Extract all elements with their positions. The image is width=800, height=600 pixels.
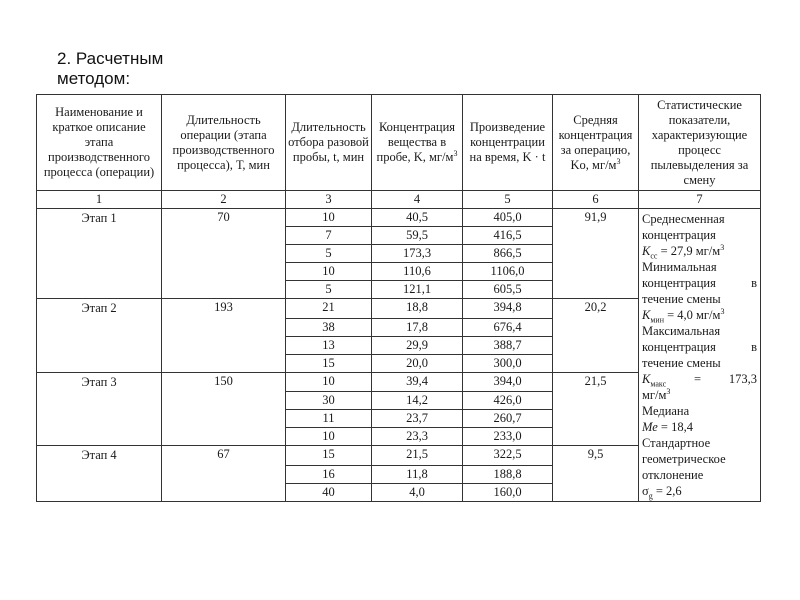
sample-time: 10 — [286, 209, 372, 227]
concentration: 11,8 — [372, 466, 463, 484]
sample-time: 13 — [286, 336, 372, 354]
header-avg-concentration: Средняя концентрация за операцию, Ko, $мг/м^3$ — [553, 95, 639, 191]
header-duration: Длительность операции (этапа производственного процесса), Т, мин — [162, 95, 286, 191]
column-number-row — [37, 191, 761, 209]
concentration: 121,1 — [372, 281, 463, 299]
stage-name: Этап 2 — [37, 299, 162, 373]
header-concentration: Концентрация вещества в пробе, K, $мг/м^3$ — [372, 95, 463, 191]
sample-time: 5 — [286, 281, 372, 299]
product: 394,0 — [463, 372, 553, 392]
sample-time: 15 — [286, 354, 372, 372]
stat-max-unit: $мг/м^3$ — [642, 386, 671, 402]
concentration-table — [36, 94, 761, 502]
header-stage-name: Наименование и краткое описание этапа производственного процесса (операции) — [37, 95, 162, 191]
stage-avg-concentration: 21,5 — [553, 372, 639, 446]
column-number: 3 — [286, 191, 372, 209]
concentration: 39,4 — [372, 372, 463, 392]
concentration: 59,5 — [372, 227, 463, 245]
sample-time: 5 — [286, 245, 372, 263]
concentration: 18,8 — [372, 299, 463, 319]
stat-median-value: Ме = 18,4 — [642, 420, 693, 434]
product: 605,5 — [463, 281, 553, 299]
concentration: 23,7 — [372, 410, 463, 428]
product: 260,7 — [463, 410, 553, 428]
stat-mean-label: Среднесменная концентрация — [642, 212, 725, 242]
stage-avg-concentration: 9,5 — [553, 446, 639, 502]
stage-duration: 150 — [162, 372, 286, 446]
column-number: 5 — [463, 191, 553, 209]
slide-title — [57, 49, 257, 89]
sample-time: 21 — [286, 299, 372, 319]
sample-time: 10 — [286, 372, 372, 392]
sample-time: 7 — [286, 227, 372, 245]
table-row — [37, 209, 761, 227]
stat-max-value: $K_{макс}$ = 173,3 — [642, 372, 757, 389]
stage-name: Этап 1 — [37, 209, 162, 299]
product: 394,8 — [463, 299, 553, 319]
stat-sd-label: Стандартное геометрическое отклонение — [642, 436, 726, 482]
product: 188,8 — [463, 466, 553, 484]
concentration: 40,5 — [372, 209, 463, 227]
stat-sd-value: $\sigma_g = 2,6$ — [642, 484, 682, 501]
stage-duration: 67 — [162, 446, 286, 502]
sample-time: 15 — [286, 446, 372, 466]
sample-time: 40 — [286, 484, 372, 502]
concentration: 23,3 — [372, 428, 463, 446]
product: 160,0 — [463, 484, 553, 502]
stat-median-label: Медиана — [642, 404, 690, 418]
slide-title-line1: 2. Расчетным — [57, 49, 164, 68]
header-product: Произведение концентрации на время, K · t — [463, 95, 553, 191]
stat-max-label: Максимальная концентрация в течение смены — [642, 324, 757, 370]
stat-mean-value: $K_{сс} = 27,9$ $мг/м^3$ — [642, 242, 725, 261]
data-table-container — [36, 94, 761, 502]
stat-min-value: $K_{мин} = 4,0$ $мг/м^3$ — [642, 306, 725, 325]
concentration: 17,8 — [372, 318, 463, 336]
product: 1106,0 — [463, 263, 553, 281]
concentration: 14,2 — [372, 392, 463, 410]
header-statistics: Статистические показатели, характеризующие процесс пылевыделения за смену — [639, 95, 761, 191]
stage-name: Этап 3 — [37, 372, 162, 446]
product: 416,5 — [463, 227, 553, 245]
product: 233,0 — [463, 428, 553, 446]
column-number: 1 — [37, 191, 162, 209]
header-row — [37, 95, 761, 191]
sample-time: 10 — [286, 263, 372, 281]
statistics-cell — [639, 209, 761, 502]
header-sample-time: Длительность отбора разовой пробы, t, мин — [286, 95, 372, 191]
slide-title-line2: методом: — [57, 69, 131, 88]
column-number: 2 — [162, 191, 286, 209]
concentration: 173,3 — [372, 245, 463, 263]
stage-duration: 193 — [162, 299, 286, 373]
product: 676,4 — [463, 318, 553, 336]
stage-duration: 70 — [162, 209, 286, 299]
product: 388,7 — [463, 336, 553, 354]
column-number: 6 — [553, 191, 639, 209]
concentration: 29,9 — [372, 336, 463, 354]
sample-time: 38 — [286, 318, 372, 336]
product: 426,0 — [463, 392, 553, 410]
column-number: 4 — [372, 191, 463, 209]
stat-min-label: Минимальная концентрация в течение смены — [642, 260, 757, 306]
stage-avg-concentration: 91,9 — [553, 209, 639, 299]
stage-avg-concentration: 20,2 — [553, 299, 639, 373]
stage-name: Этап 4 — [37, 446, 162, 502]
concentration: 21,5 — [372, 446, 463, 466]
sample-time: 11 — [286, 410, 372, 428]
product: 866,5 — [463, 245, 553, 263]
concentration: 4,0 — [372, 484, 463, 502]
column-number: 7 — [639, 191, 761, 209]
product: 405,0 — [463, 209, 553, 227]
sample-time: 10 — [286, 428, 372, 446]
concentration: 110,6 — [372, 263, 463, 281]
sample-time: 30 — [286, 392, 372, 410]
product: 300,0 — [463, 354, 553, 372]
sample-time: 16 — [286, 466, 372, 484]
concentration: 20,0 — [372, 354, 463, 372]
product: 322,5 — [463, 446, 553, 466]
